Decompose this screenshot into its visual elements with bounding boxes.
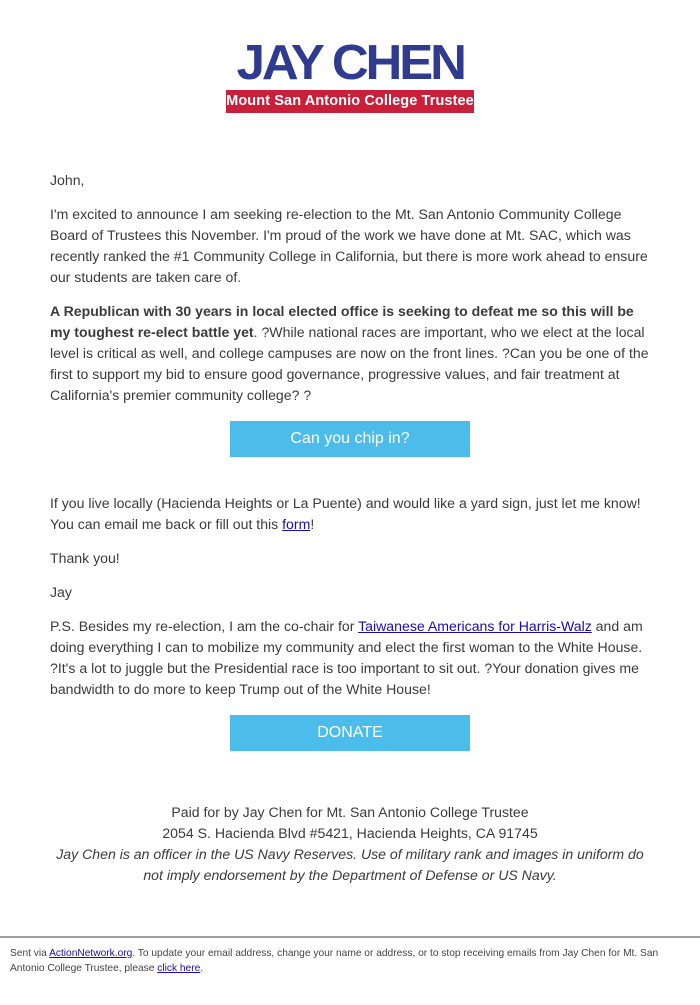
click-here-link[interactable]: click here	[157, 963, 201, 974]
taiwanese-americans-link[interactable]: Taiwanese Americans for Harris-Walz	[358, 618, 592, 634]
form-link[interactable]: form	[282, 516, 311, 532]
opponent-bold-text: A Republican with 30 years in local elected office is seeking to defeat me so this will be my toughest re-elect battle yet	[50, 303, 634, 340]
greeting: John,	[50, 172, 85, 188]
paragraph-yard-sign	[50, 493, 650, 535]
paragraph-opponent	[50, 301, 650, 406]
chip-in-button[interactable]: Can you chip in?	[230, 421, 470, 457]
opponent-rest-text: . ?While national races are important, who we elect at the local level is critical as well, and college campuses are now on the front lines. ?Can you be one of the first to support my bid to ensure good governance, progressive values, and fair treatment at California's premier community college? ?	[50, 324, 649, 403]
signoff-text: Jay	[50, 584, 72, 600]
ps-start-text: P.S. Besides my re-election, I am the co-chair for	[50, 618, 359, 634]
logo-name: JAY CHEN	[236, 36, 464, 90]
donate-button[interactable]: DONATE	[230, 715, 470, 751]
yard-sign-end: !	[310, 516, 315, 532]
paragraph-ps	[50, 616, 650, 700]
logo-subtitle: Mount San Antonio College Trustee	[226, 90, 474, 113]
email-body	[50, 170, 650, 751]
sent-via-text: Sent via	[10, 948, 50, 959]
paragraph-announcement: I'm excited to announce I am seeking re-election to the Mt. San Antonio Community College Board of Trustees this November. I'm proud of the work we have done at Mt. SAC, which was recently ranked the #1 Community College in California, but there is more work ahead to ensure our students are taken care of.	[50, 206, 648, 285]
campaign-logo	[0, 38, 700, 113]
update-text: . To update your email address, change your name or address, or to stop receiving emails from Jay Chen for Mt. San Antonio College Trustee, please	[10, 948, 659, 974]
bottom-end: .	[200, 963, 204, 974]
disclaimer-text: Jay Chen is an officer in the US Navy Reserves. Use of military rank and images in uniform do not imply endorsement by the Department of Defense or US Navy.	[56, 846, 644, 883]
unsubscribe-bar	[0, 936, 700, 1005]
yard-sign-text: If you live locally (Hacienda Heights or La Puente) and would like a yard sign, just let me know! You can email me back or fill out this	[50, 495, 641, 532]
actionnetwork-link[interactable]: ActionNetwork.org	[49, 948, 133, 959]
address-text: 2054 S. Hacienda Blvd #5421, Hacienda Heights, CA 91745	[162, 825, 538, 841]
paid-for-text: Paid for by Jay Chen for Mt. San Antonio College Trustee	[171, 804, 529, 820]
thanks-text: Thank you!	[50, 550, 120, 566]
ps-rest-text: and am doing everything I can to mobilize my community and elect the first woman to the White House. ?It's a lot to juggle but the Presidential race is too important to sit out. ?Your donation gives me bandwidth to do more to keep Trump out of the White House!	[50, 618, 643, 697]
footer-disclosure	[0, 802, 700, 886]
